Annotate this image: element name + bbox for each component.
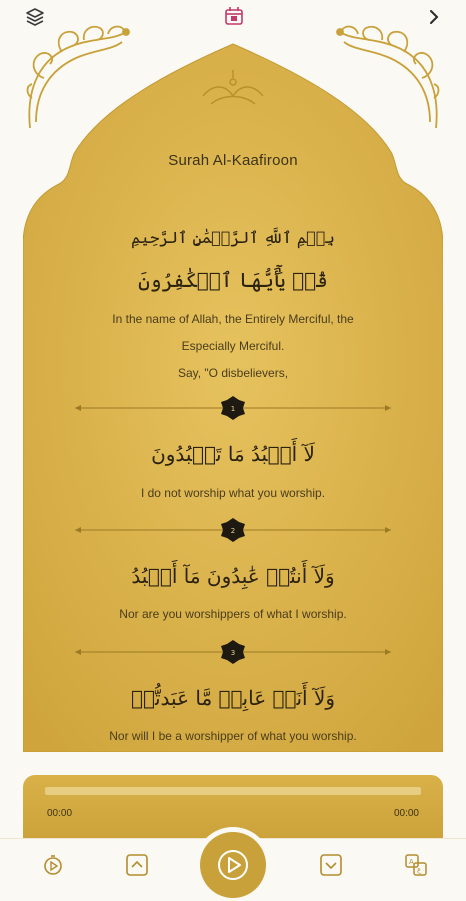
verse-3-arabic: وَلَآ أَنتُمۡ عَٰبِدُونَ مَآ أَعۡبُدُ (131, 564, 335, 588)
verse-number: 2 (230, 527, 236, 535)
calendar-gift-icon[interactable] (222, 4, 246, 28)
translation-line: Say, "O disbelievers, (177, 366, 289, 380)
verse-4-arabic: وَلَآ أَنَا۠ عَابِدٞ مَّا عَبَدتُّمۡ (130, 686, 336, 710)
bismillah: بِسۡمِ ٱللَّهِ ٱلرَّحۡمَٰنِ ٱلرَّحِيمِ (131, 228, 335, 247)
verse-4-translation: Nor will I be a worshipper of what you worship. (109, 729, 357, 743)
svg-text:A: A (409, 858, 414, 866)
total-time: 00:00 (393, 808, 419, 819)
verse-divider (71, 518, 395, 542)
top-bar (0, 0, 466, 40)
verse-divider (71, 640, 395, 664)
chevron-down-icon[interactable] (318, 852, 344, 878)
surah-panel (23, 40, 443, 752)
translation-line: In the name of Allah, the Entirely Merciful, the (112, 312, 354, 326)
current-time: 00:00 (47, 808, 73, 819)
timer-play-icon[interactable] (40, 852, 66, 878)
verse-divider (71, 396, 395, 420)
verse-1-translation (23, 306, 443, 387)
verse-3-translation: Nor are you worshippers of what I worship. (119, 607, 347, 621)
verse-1-arabic: قُلۡ يَٰٓأَيُّهَا ٱلۡكَٰفِرُونَ (138, 268, 328, 292)
svg-text:ع: ع (417, 866, 422, 874)
play-icon (216, 848, 250, 882)
layers-icon[interactable] (24, 6, 46, 28)
verse-2-translation: I do not worship what you worship. (140, 486, 326, 500)
play-button[interactable] (200, 832, 266, 898)
chevron-up-icon[interactable] (124, 852, 150, 878)
translation-line: Especially Merciful. (181, 339, 285, 353)
translate-icon[interactable] (403, 852, 429, 878)
verse-2-arabic: لَآ أَعۡبُدُ مَا تَعۡبُدُونَ (151, 442, 315, 466)
audio-progress-bar[interactable] (45, 787, 421, 795)
verse-number: 1 (230, 405, 236, 413)
chevron-right-icon[interactable] (426, 8, 442, 26)
verse-number: 3 (230, 649, 236, 657)
surah-title: Surah Al-Kaafiroon (168, 152, 298, 169)
